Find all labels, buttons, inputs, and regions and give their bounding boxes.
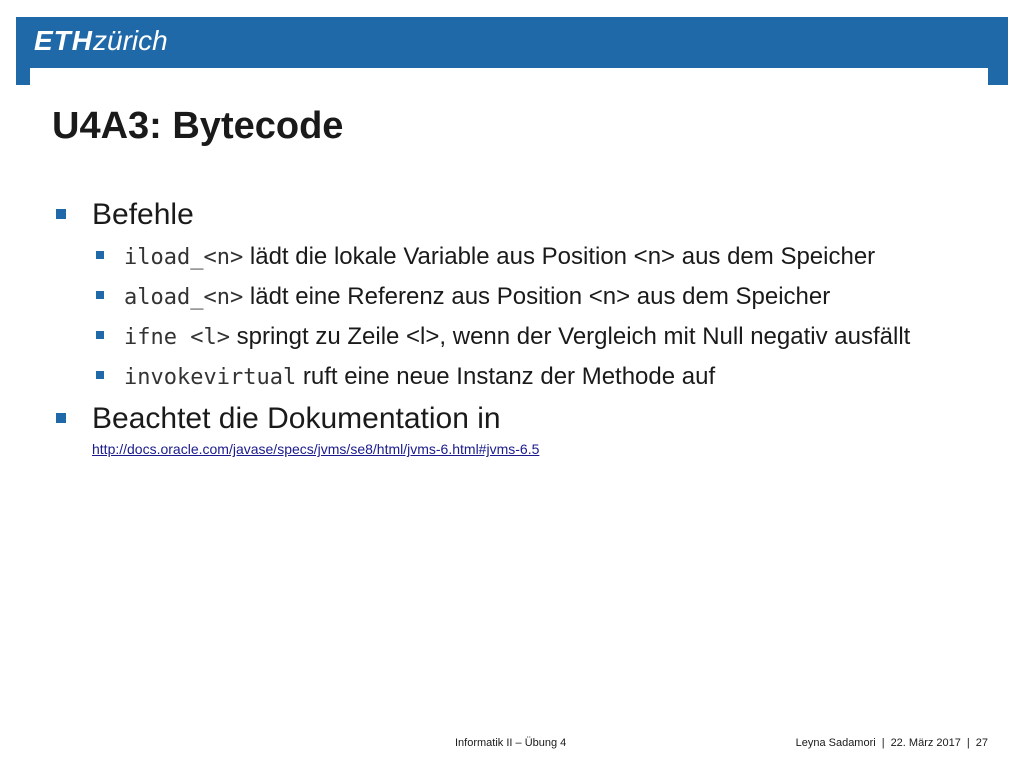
square-bullet-icon [96, 371, 104, 379]
eth-logo [34, 25, 168, 57]
square-bullet-icon [96, 251, 104, 259]
footer-author: Leyna Sadamori [795, 737, 876, 749]
bytecode-instruction: invokevirtual [124, 365, 297, 390]
instruction-description: springt zu Zeile <l>, wenn der Vergleich mit Null negativ ausfällt [229, 323, 911, 350]
footer-course: Informatik II – Übung 4 [455, 737, 567, 749]
sub-bullet-item [124, 320, 982, 354]
footer-date: 22. März 2017 [890, 737, 961, 749]
header-notch [30, 68, 988, 85]
square-bullet-icon [56, 413, 66, 423]
square-bullet-icon [96, 331, 104, 339]
instruction-description: lädt die lokale Variable aus Position <n> aus dem Speicher [243, 243, 876, 270]
instruction-description: lädt eine Referenz aus Position <n> aus dem Speicher [243, 283, 831, 310]
slide-content [52, 196, 982, 458]
footer-page-number: 27 [975, 737, 988, 749]
sub-bullet-item [124, 280, 982, 314]
bullet-label: Beachtet die Dokumentation in [92, 402, 501, 435]
footer-meta [796, 737, 988, 749]
sub-bullet-item [124, 360, 982, 394]
documentation-link[interactable]: http://docs.oracle.com/javase/specs/jvms/se8/html/jvms-6.html#jvms-6.5 [92, 441, 540, 457]
bytecode-instruction: aload_<n> [124, 285, 244, 310]
footer-separator: | [881, 737, 885, 749]
logo-zurich-text: zürich [93, 25, 168, 56]
bullet-label: Befehle [92, 198, 194, 231]
bullet-item-befehle [52, 196, 982, 234]
sub-bullet-list [52, 240, 982, 394]
instruction-description: ruft eine neue Instanz der Methode auf [296, 363, 716, 390]
sub-bullet-item [124, 240, 982, 274]
logo-eth-text: ETH [34, 25, 93, 56]
footer-separator: | [966, 737, 970, 749]
bullet-item-dokumentation [52, 400, 982, 458]
square-bullet-icon [96, 291, 104, 299]
bytecode-instruction: ifne <l> [124, 325, 230, 350]
square-bullet-icon [56, 209, 66, 219]
bytecode-instruction: iload_<n> [124, 245, 244, 270]
slide-title: U4A3: Bytecode [52, 105, 344, 147]
